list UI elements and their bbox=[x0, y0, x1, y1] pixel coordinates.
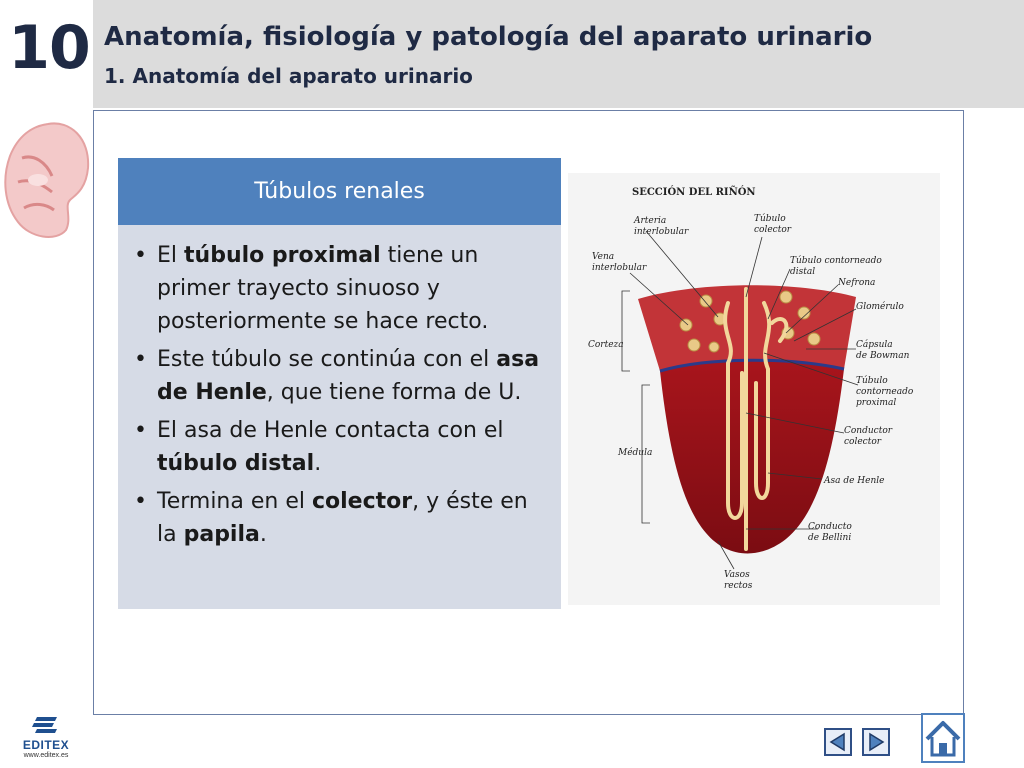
kidney-section-figure bbox=[568, 173, 940, 605]
editex-logo bbox=[18, 713, 74, 761]
bullet-text: tiene un primer trayecto sinuoso y posteriormente se hace recto. bbox=[157, 243, 489, 334]
label-proximal-2: contorneado bbox=[856, 387, 914, 397]
label-capsula-1: Cápsula bbox=[856, 340, 893, 350]
label-conductor-1: Conductor bbox=[844, 426, 893, 436]
chapter-number: 10 bbox=[8, 13, 90, 83]
label-medula: Médula bbox=[618, 448, 653, 458]
bullet-text: , y éste en la bbox=[157, 489, 528, 547]
bullet-item bbox=[132, 485, 541, 551]
prev-slide-button[interactable] bbox=[824, 728, 852, 756]
next-slide-button[interactable] bbox=[862, 728, 890, 756]
bullet-bold-text: asa de Henle bbox=[157, 347, 540, 405]
label-distal-1: Túbulo contorneado bbox=[790, 256, 882, 266]
bullet-bold-text: túbulo proximal bbox=[184, 243, 381, 268]
bullet-text: . bbox=[259, 522, 267, 547]
card-heading: Túbulos renales bbox=[118, 158, 561, 225]
editex-logo-icon bbox=[31, 713, 61, 735]
label-glomerulo: Glomérulo bbox=[856, 302, 904, 312]
page-title: Anatomía, fisiología y patología del aparato urinario bbox=[104, 22, 873, 52]
bullet-text: Este túbulo se continúa con el bbox=[157, 347, 497, 372]
bullet-item bbox=[132, 343, 541, 409]
bullet-dot-icon: • bbox=[134, 489, 147, 514]
header-bar bbox=[93, 0, 1024, 108]
label-nefrona: Nefrona bbox=[838, 278, 876, 288]
label-vena-1: Vena bbox=[592, 252, 615, 262]
label-arteria-2: interlobular bbox=[634, 227, 689, 237]
kidney-logo-icon bbox=[0, 118, 92, 240]
bullet-text: Termina en el bbox=[157, 489, 312, 514]
bullet-bold-text: túbulo distal bbox=[157, 451, 315, 476]
label-conductor-2: colector bbox=[844, 437, 882, 447]
bullet-dot-icon: • bbox=[134, 347, 147, 372]
label-vasos-1: Vasos bbox=[724, 570, 750, 580]
page-subtitle: 1. Anatomía del aparato urinario bbox=[104, 64, 473, 88]
bullet-bold-text: papila bbox=[183, 522, 260, 547]
bullet-text: El asa de Henle contacta con el bbox=[157, 418, 504, 443]
label-vena-2: interlobular bbox=[592, 263, 647, 273]
figure-title: SECCIÓN DEL RIÑÓN bbox=[632, 187, 756, 198]
bullet-text: , que tiene forma de U. bbox=[266, 380, 522, 405]
bullet-item bbox=[132, 414, 541, 480]
label-colector-1: Túbulo bbox=[754, 214, 786, 224]
label-vasos-2: rectos bbox=[724, 581, 753, 591]
bullet-list bbox=[118, 225, 561, 551]
label-bellini-2: de Bellini bbox=[808, 533, 852, 543]
label-proximal-1: Túbulo bbox=[856, 376, 888, 386]
label-proximal-3: proximal bbox=[856, 398, 897, 408]
bullet-dot-icon: • bbox=[134, 418, 147, 443]
home-button[interactable] bbox=[921, 713, 965, 763]
label-capsula-2: de Bowman bbox=[856, 351, 910, 361]
bullet-bold-text: colector bbox=[311, 489, 413, 514]
publisher-website: www.editex.es bbox=[23, 752, 69, 759]
label-corteza: Corteza bbox=[588, 340, 624, 350]
publisher-name: EDITEX bbox=[22, 738, 70, 752]
info-card bbox=[118, 158, 561, 609]
label-distal-2: distal bbox=[790, 267, 816, 277]
bullet-dot-icon: • bbox=[134, 243, 147, 268]
label-bellini-1: Conducto bbox=[808, 522, 852, 532]
label-colector-2: colector bbox=[754, 225, 792, 235]
bullet-item bbox=[132, 239, 541, 338]
bullet-text: . bbox=[314, 451, 322, 476]
label-asa: Asa de Henle bbox=[824, 476, 885, 486]
label-arteria-1: Arteria bbox=[634, 216, 667, 226]
bullet-text: El bbox=[157, 243, 185, 268]
